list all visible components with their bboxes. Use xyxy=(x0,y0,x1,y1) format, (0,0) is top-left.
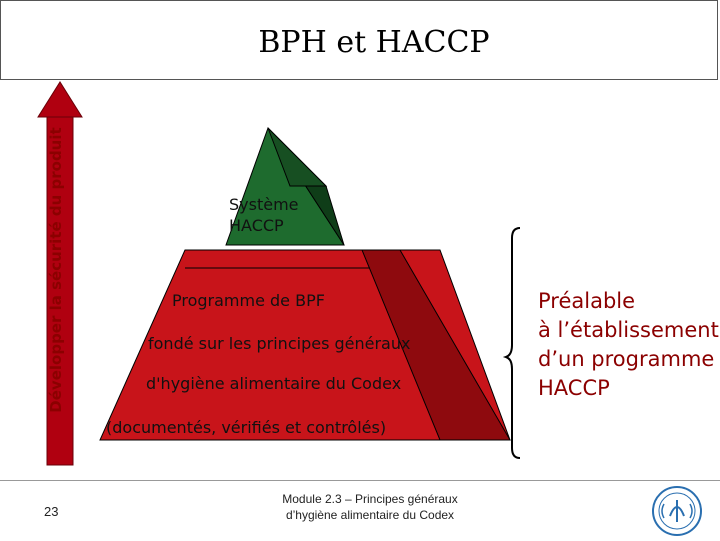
bracket-line-1: Préalable xyxy=(538,289,636,313)
slide-title: BPH et HACCP xyxy=(258,25,490,60)
pyramid-line-1: Programme de BPF xyxy=(172,291,325,310)
fao-logo-icon xyxy=(650,484,706,538)
haccp-line-1: Système xyxy=(229,195,299,214)
bracket-icon xyxy=(506,228,520,458)
bracket-text xyxy=(538,287,720,403)
bracket-line-2: à l’établissement xyxy=(538,318,719,342)
page-number: 23 xyxy=(44,504,59,519)
bracket-line-3: d’un programme xyxy=(538,347,715,371)
side-arrow-label: Développer la sécurité du produit xyxy=(47,127,65,413)
bracket-line-4: HACCP xyxy=(538,376,610,400)
footer-line-2: d’hygiène alimentaire du Codex xyxy=(285,508,455,522)
haccp-label xyxy=(229,194,299,236)
footer xyxy=(0,480,720,541)
footer-module xyxy=(250,491,490,523)
haccp-line-2: HACCP xyxy=(229,216,284,235)
pyramid-line-3: d'hygiène alimentaire du Codex xyxy=(146,374,402,393)
pyramid-line-4: (documentés, vérifiés et contrôlés) xyxy=(106,418,387,437)
footer-line-1: Module 2.3 – Principes généraux xyxy=(282,492,458,506)
pyramid-line-2: fondé sur les principes généraux xyxy=(148,334,411,353)
